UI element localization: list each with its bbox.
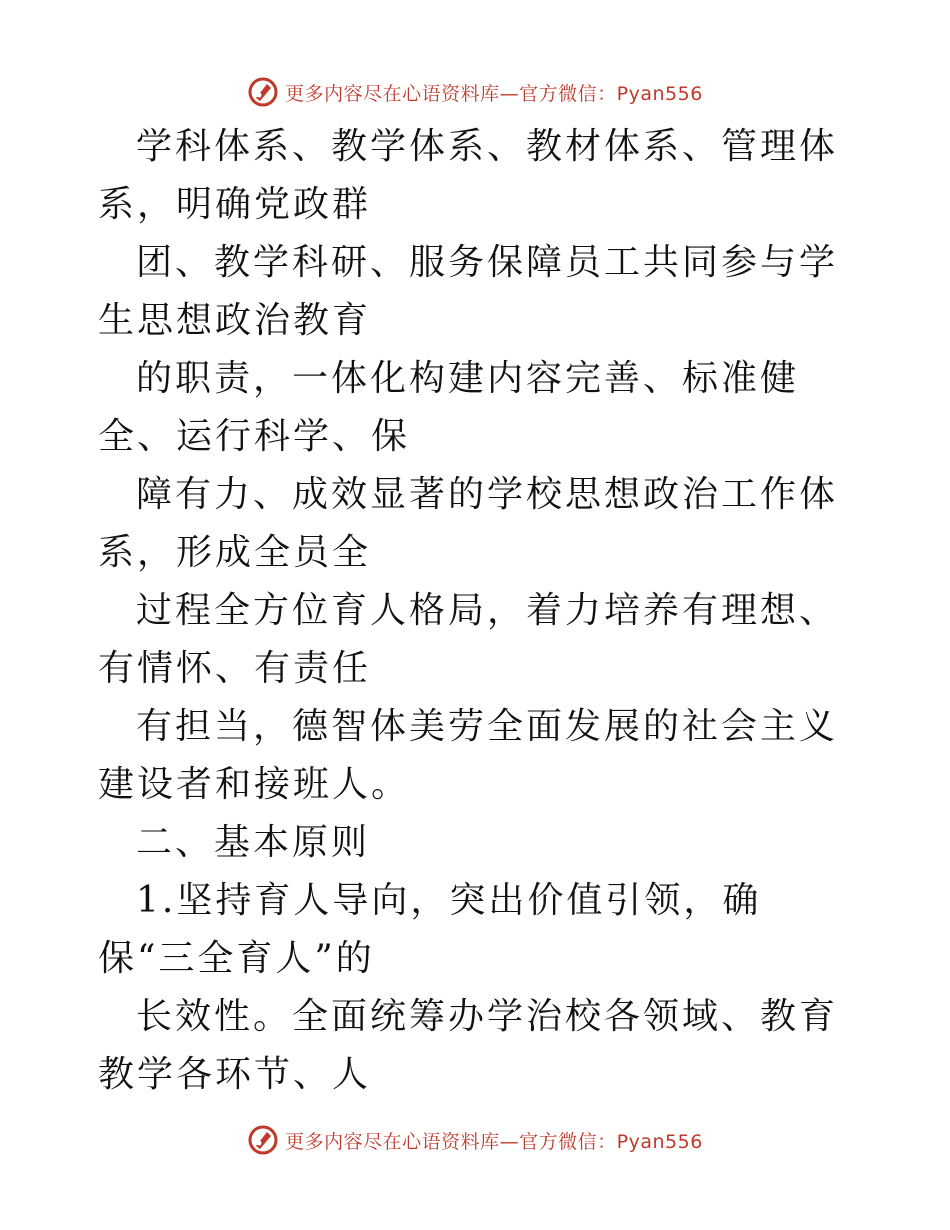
paragraph: 的职责，一体化构建内容完善、标准健全、运行科学、保 bbox=[98, 358, 800, 457]
watermark-text: 更多内容尽在心语资料库—官方微信：Pyan556 bbox=[285, 1130, 703, 1153]
paragraph: 障有力、成效显著的学校思想政治工作体系，形成全员全 bbox=[98, 474, 839, 573]
logo-icon bbox=[247, 1124, 279, 1156]
document-body bbox=[98, 118, 858, 1104]
paragraph: 团、教学科研、服务保障员工共同参与学生思想政治教育 bbox=[98, 242, 839, 341]
paragraph: 长效性。全面统筹办学治校各领域、教育教学各环节、人 bbox=[98, 996, 839, 1095]
paragraph: 有担当，德智体美劳全面发展的社会主义建设者和接班人。 bbox=[98, 706, 839, 805]
logo-icon bbox=[247, 76, 279, 108]
watermark-text: 更多内容尽在心语资料库—官方微信：Pyan556 bbox=[285, 82, 703, 105]
paragraph: 学科体系、教学体系、教材体系、管理体系，明确党政群 bbox=[98, 126, 839, 225]
paragraph: 过程全方位育人格局，着力培养有理想、有情怀、有责任 bbox=[98, 590, 839, 689]
header-watermark bbox=[0, 72, 950, 112]
paragraph: 1.坚持育人导向，突出价值引领，确保“三全育人”的 bbox=[98, 880, 762, 979]
section-heading: 二、基本原则 bbox=[136, 822, 371, 863]
footer-watermark bbox=[0, 1120, 950, 1160]
